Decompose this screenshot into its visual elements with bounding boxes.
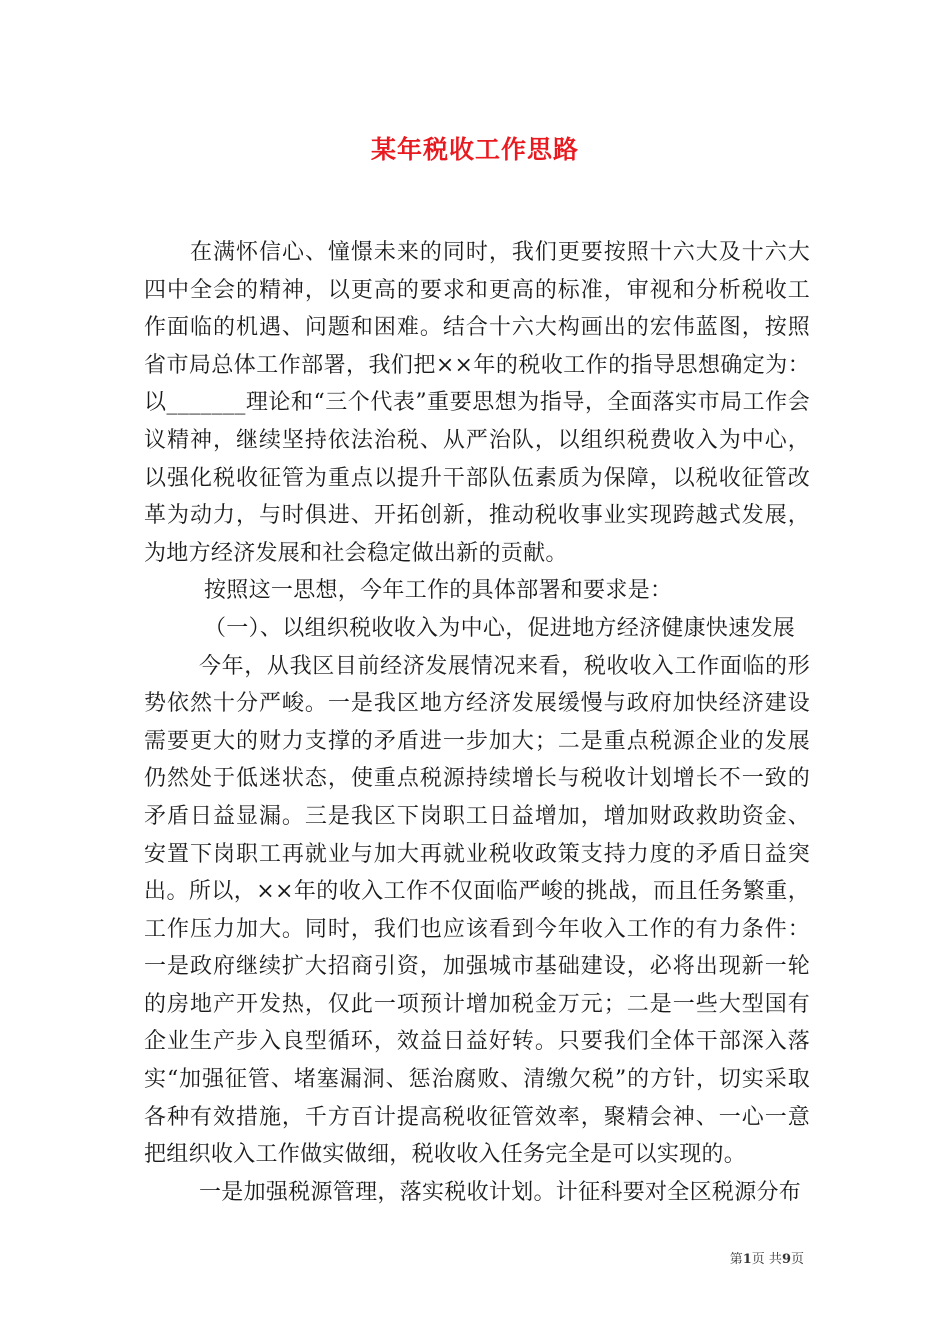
footer-prefix: 第	[729, 1252, 743, 1267]
document-body	[144, 234, 810, 1211]
paragraph-guiding-thought: 在满怀信心、憧憬未来的同时，我们更要按照十六大及十六大四中全会的精神，以更高的要求和更高的标准，审视和分析税收工作面临的机遇、问题和困难。结合十六大构画出的宏伟蓝图，按照省市局总体工作部署，我们把××年的税收工作的指导思想确定为：以_______理论和“三个代表”重要思想为指导，全面落实市局工作会议精神，继续坚持依法治税、从严治队，以组织税费收入为中心，以强化税收征管为重点以提升干部队伍素质为保障，以税收征管改革为动力，与时俱进、开拓创新，推动税收事业实现跨越式发展，为地方经济发展和社会稳定做出新的贡献。	[144, 240, 810, 566]
paragraph-deployment-intro: 按照这一思想，今年工作的具体部署和要求是：	[204, 578, 673, 604]
footer-total-pages: 9	[781, 1252, 791, 1267]
document-title: 某年税收工作思路	[370, 135, 579, 164]
section-heading-1: （一）、以组织税收收入为中心，促进地方经济健康快速发展	[204, 615, 796, 641]
footer-middle: 页 共	[751, 1252, 782, 1267]
footer-suffix: 页	[790, 1252, 804, 1267]
footer-current-page: 1	[742, 1252, 752, 1267]
paragraph-revenue-situation: 今年，从我区目前经济发展情况来看，税收收入工作面临的形势依然十分严峻。一是我区地方经济发展缓慢与政府加快经济建设需要更大的财力支撑的矛盾进一步加大；二是重点税源企业的发展仍然处于低迷状态，使重点税源持续增长与税收计划增长不一致的矛盾日益显漏。三是我区下岗职工日益增加，增加财政救助资金、安置下岗职工再就业与加大再就业税收政策支持力度的矛盾日益突出。所以，××年的收入工作不仅面临严峻的挑战，而且任务繁重，工作压力加大。同时，我们也应该看到今年收入工作的有力条件：一是政府继续扩大招商引资，加强城市基础建设，必将出现新一轮的房地产开发热，仅此一项预计增加税金万元；二是一些大型国有企业生产步入良型循环，效益日益好转。只要我们全体干部深入落实“加强征管、堵塞漏洞、惩治腐败、清缴欠税”的方针，切实采取各种有效措施，千方百计提高税收征管效率，聚精会神、一心一意把组织收入工作做实做细，税收收入任务完全是可以实现的。	[144, 653, 810, 1168]
paragraph-tax-source-management: 一是加强税源管理，落实税收计划。计征科要对全区税源分布	[199, 1179, 802, 1205]
page-footer	[730, 1248, 804, 1267]
